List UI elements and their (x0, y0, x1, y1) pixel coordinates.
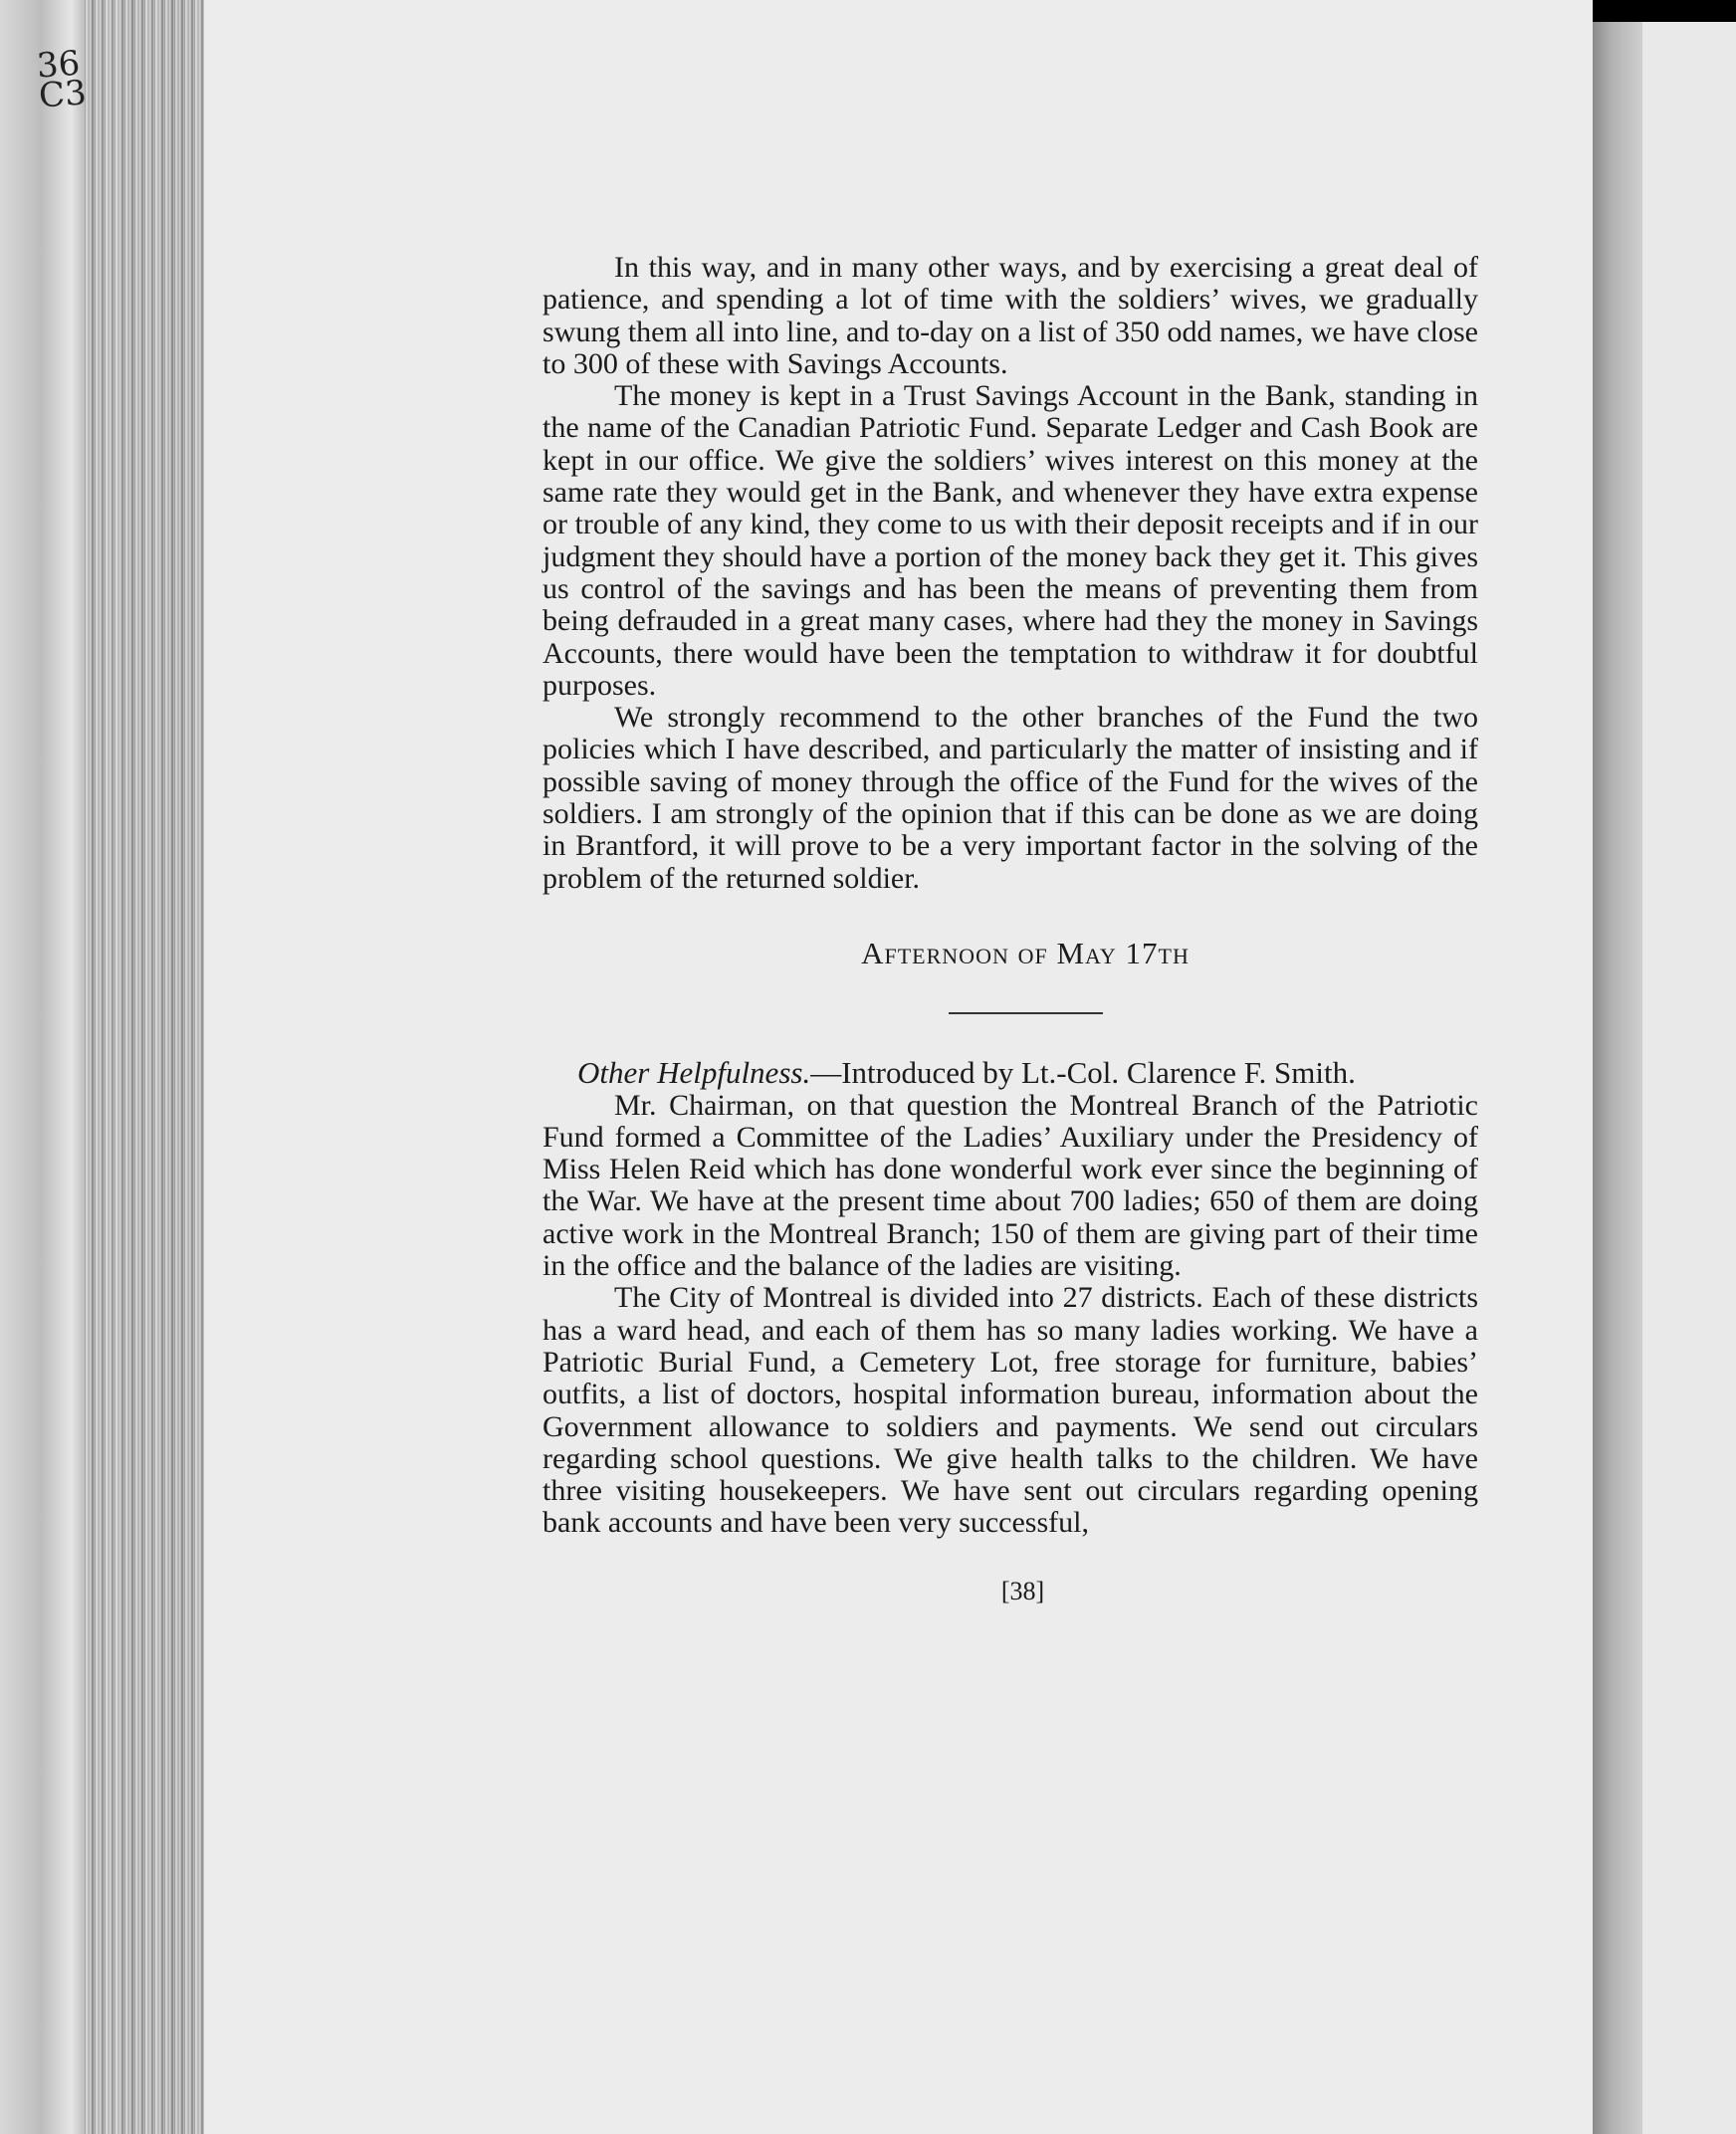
page-text-block (542, 252, 1478, 1607)
page-gutter-shadow (1593, 22, 1642, 2134)
paragraph-5: The City of Montreal is divided into 27 districts. Each of these districts has a ward head, and each of them has so many ladies working. We have a Patriotic Burial Fund, a Cemetery Lot, free storage for furniture, babies’ outfits, a list of doctors, hospital information bureau, information about the Government allowance to soldiers and payments. We send out circulars regarding school questions. We give health talks to the children. We have three visiting housekeepers. We have sent out circulars regarding opening bank accounts and have been very successful, (542, 1281, 1478, 1540)
margin-handwritten-note: 36 C3 (35, 43, 89, 116)
paragraph-2: The money is kept in a Trust Savings Account in the Bank, standing in the name of the Canadian Patriotic Fund. Separate Ledger and Cash Book are kept in our office. We give the soldiers’ wives interest on this money at the same rate they would get in the Bank, and whenever they have extra expense or trouble of any kind, they come to us with their deposit receipts and if in our judgment they should have a portion of the money back they get it. This gives us control of the savings and has been the means of preventing them from being defrauded in a great many cases, where had they the money in Savings Accounts, there would have been the temptation to withdraw it for doubtful purposes. (542, 379, 1478, 702)
paragraph-3: We strongly recommend to the other branches of the Fund the two policies which I have described, and particularly the matter of insisting and if possible saving of money through the office of the Fund for the wives of the soldiers. I am strongly of the opinion that if this can be done as we are doing in Brantford, it will prove to be a very important factor in the solving of the problem of the returned soldier. (542, 701, 1478, 895)
page-number: [38] (1000, 1576, 1045, 1605)
section-title (542, 1057, 1478, 1089)
top-black-bar (1593, 0, 1736, 22)
right-facing-page (1642, 22, 1736, 2134)
page-stack-edges (85, 0, 204, 2134)
horizontal-rule (949, 1012, 1103, 1014)
section-title-rest: —Introduced by Lt.-Col. Clarence F. Smith. (810, 1055, 1356, 1091)
paragraph-1: In this way, and in many other ways, and by exercising a great deal of patience, and spending a lot of time with the soldiers’ wives, we gradually swung them all into line, and to-day on a list of 350 odd names, we have close to 300 of these with Savings Accounts. (542, 251, 1478, 380)
section-title-italic: Other Helpfulness. (577, 1055, 811, 1091)
section-heading: Afternoon of May 17th (861, 935, 1190, 970)
paragraph-4: Mr. Chairman, on that question the Montreal Branch of the Patriotic Fund formed a Committee of the Ladies’ Auxiliary under the Presidency of Miss Helen Reid which has done wonderful work ever since the beginning of the War. We have at the present time about 700 ladies; 650 of them are doing active work in the Montreal Branch; 150 of them are giving part of their time in the office and the balance of the ladies are visiting. (542, 1088, 1478, 1283)
